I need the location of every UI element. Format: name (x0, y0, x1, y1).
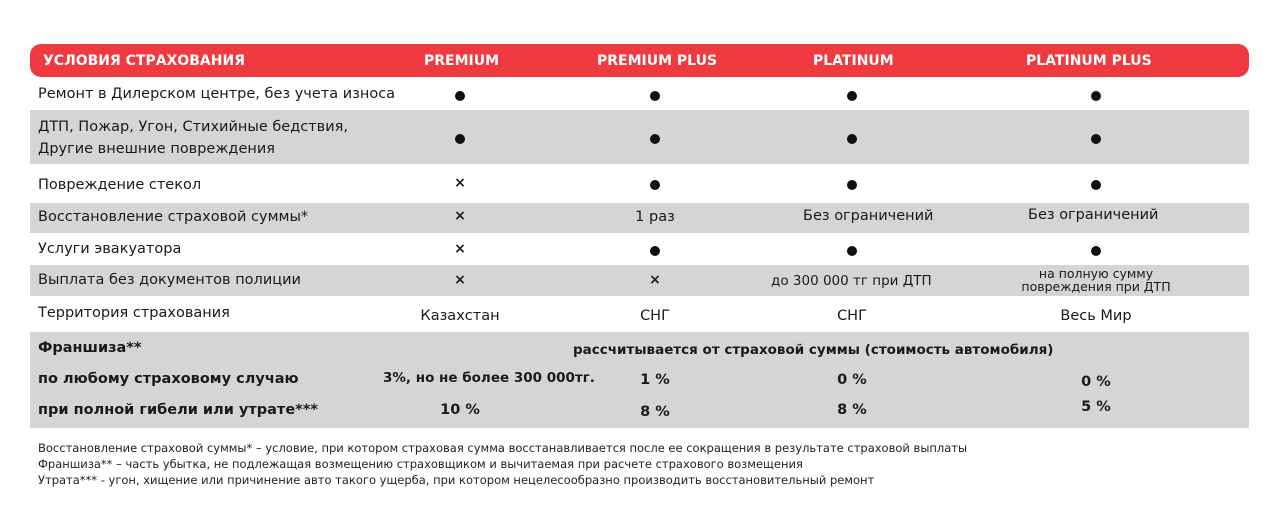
included-dot-icon (802, 178, 902, 194)
table-row (30, 234, 1249, 265)
cell-value: 3%, но не более 300 000тг. (383, 370, 595, 386)
footnote: Франшиза** – часть убытка, не подлежащая возмещению страховщиком и вычитаемая при расчете страхового возмещения (38, 457, 803, 471)
table-header (30, 44, 1249, 77)
included-dot-icon (410, 132, 510, 148)
row-label: Восстановление страховой суммы* (38, 209, 309, 225)
included-dot-icon (802, 89, 902, 105)
cell-value: 8 % (640, 404, 670, 420)
included-dot-icon (1046, 178, 1146, 194)
row-label: Услуги эвакуатора (38, 241, 182, 257)
row-label: Выплата без документов полиции (38, 272, 301, 288)
included-dot-icon (605, 178, 705, 194)
table-row (30, 265, 1249, 296)
row-label: Ремонт в Дилерском центре, без учета износа (38, 86, 396, 102)
cell-value: Без ограничений (1028, 207, 1159, 223)
franchise-block (30, 332, 1249, 428)
cell-value: 8 % (837, 402, 867, 418)
any-case-label: по любому страховому случаю (38, 371, 299, 387)
excluded-cross-icon: × (454, 208, 466, 224)
row-label-line2: Другие внешние повреждения (38, 141, 275, 157)
franchise-label: Франшиза** (38, 340, 142, 356)
included-dot-icon (605, 89, 705, 105)
included-dot-icon (802, 244, 902, 260)
cell-value: 10 % (440, 402, 480, 418)
excluded-cross-icon: × (454, 272, 466, 288)
included-dot-icon (802, 132, 902, 148)
cell-value: 0 % (1081, 374, 1111, 390)
table-row (30, 203, 1249, 233)
excluded-cross-icon: × (454, 241, 466, 257)
cell-value: 0 % (837, 372, 867, 388)
cell-value: СНГ (640, 308, 670, 324)
header-conditions: УСЛОВИЯ СТРАХОВАНИЯ (43, 53, 245, 69)
excluded-cross-icon: × (649, 272, 661, 288)
cell-value: Казахстан (420, 308, 500, 324)
cell-value-line1: на полную сумму (1038, 266, 1154, 281)
row-label: Территория страхования (38, 305, 230, 321)
excluded-cross-icon: × (454, 175, 466, 191)
included-dot-icon (1046, 244, 1146, 260)
cell-value-line2: повреждения при ДТП (1021, 279, 1171, 294)
header-premium-plus: PREMIUM PLUS (597, 53, 718, 69)
cell-value: 1 раз (635, 209, 675, 225)
included-dot-icon (1046, 132, 1146, 148)
cell-value: 1 % (640, 372, 670, 388)
table-row (30, 298, 1249, 331)
table-row (30, 110, 1249, 164)
header-platinum: PLATINUM (813, 53, 894, 69)
included-dot-icon (605, 244, 705, 260)
cell-value: 5 % (1081, 399, 1111, 415)
cell-value: до 300 000 тг при ДТП (771, 273, 932, 289)
footnote: Утрата*** - угон, хищение или причинение авто такого ущерба, при котором нецелесообразно производить восстановительный ремонт (38, 473, 875, 487)
footnotes (38, 440, 967, 488)
total-loss-label: при полной гибели или утрате*** (38, 402, 318, 418)
franchise-note: рассчитывается от страховой суммы (стоимость автомобиля) (573, 342, 1054, 358)
table-row (30, 79, 1249, 110)
included-dot-icon (410, 89, 510, 105)
included-dot-icon (1046, 89, 1146, 105)
included-dot-icon (605, 132, 705, 148)
header-platinum-plus: PLATINUM PLUS (1026, 53, 1152, 69)
row-label-line1: ДТП, Пожар, Угон, Стихийные бедствия, (38, 119, 348, 135)
cell-value: СНГ (837, 308, 867, 324)
row-label: Повреждение стекол (38, 177, 202, 193)
cell-value: Без ограничений (803, 208, 934, 224)
table-row (30, 166, 1249, 202)
footnote: Восстановление страховой суммы* – условие, при котором страховая сумма восстанавливается после ее сокращения в результате страховой выплаты (38, 441, 968, 455)
header-premium: PREMIUM (424, 53, 500, 69)
cell-value: Весь Мир (1060, 308, 1132, 324)
